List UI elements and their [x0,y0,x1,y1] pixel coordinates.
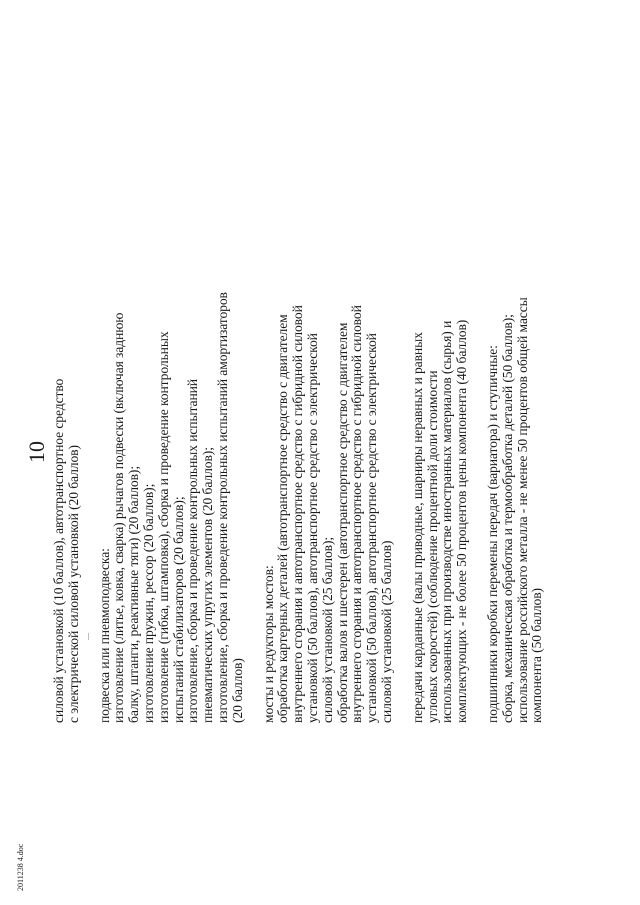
text-line: использование российского металла - не менее 50 процентов общей массы [514,297,530,723]
text-line: компонента (50 баллов) [529,588,545,723]
text-line: обработка валов и шестерен (автотранспортное средство с двигателем [334,322,350,723]
text-line: изготовление пружин, рессор (20 баллов); [140,483,156,723]
text-line: использованных при производстве иностранных материалов (сырья) и [439,320,455,723]
text-line: силовой установкой (10 баллов), автотранспортное средство [51,378,66,723]
text-line: передачи карданные (валы приводные, шарниры неравных и равных [409,332,425,723]
text-block [52,55,82,723]
text-line: испытаний стабилизаторов (20 баллов); [170,496,186,723]
text-line: изготовление, сборка и проведение контрольных испытаний амортизаторов [214,292,230,723]
text-line: внутреннего сгорания и автотранспортное средство с гибридной силовой [349,305,365,723]
text-line: подшипники коробки перемены передач (вариатора) и ступичные: [484,345,500,723]
text-line: внутреннего сгорания и автотранспортное средство с гибридной силовой [290,305,306,723]
text-line: установкой (50 баллов), автотранспортное средство с электрической [364,333,380,723]
text-line: изготовление (гибка, штамповка), сборка и проведение контрольных [155,331,171,723]
text-block [411,55,470,723]
document-body [52,55,545,855]
text-block [486,55,545,723]
text-line: подвеска или пневмоподвеска: [96,548,112,723]
text-line: пневматических упругих элементов (20 баллов); [200,447,216,723]
text-line: силовой установкой (25 баллов) [378,540,394,723]
text-block [262,55,395,723]
footer-filename: 2011238 4.doc [16,843,25,891]
text-line: установкой (50 баллов), автотранспортное средство с электрической [304,333,320,723]
footer [15,821,25,891]
text-line: (20 баллов) [229,658,245,723]
text-line: обработка картерных деталей (автотранспортное средство с двигателем [275,314,291,723]
text-line: мосты и редукторы мостов: [260,565,276,723]
rotated-page-content [25,55,561,855]
text-line: балку, штанги, реактивные тяги) (20 баллов); [126,465,142,723]
page-number: 10 [24,441,49,463]
margin-mark [88,633,89,640]
text-line: изготовление (литье, ковка, сварка) рычагов подвески (включая заднюю [111,312,127,723]
text-line: изготовление, сборка и проведение контрольных испытаний [185,379,201,723]
text-line: силовой установкой (25 баллов); [319,536,335,723]
text-block [98,55,246,723]
text-line: сборка, механическая обработка и термообработка деталей (50 баллов); [499,314,515,723]
text-line: угловых скоростей) (соблюдение процентной доли стоимости [424,370,440,723]
text-line: комплектующих - не более 50 процентов цены компонента (40 баллов) [454,319,470,723]
text-line: с электрической силовой установкой (20 баллов) [65,445,81,723]
